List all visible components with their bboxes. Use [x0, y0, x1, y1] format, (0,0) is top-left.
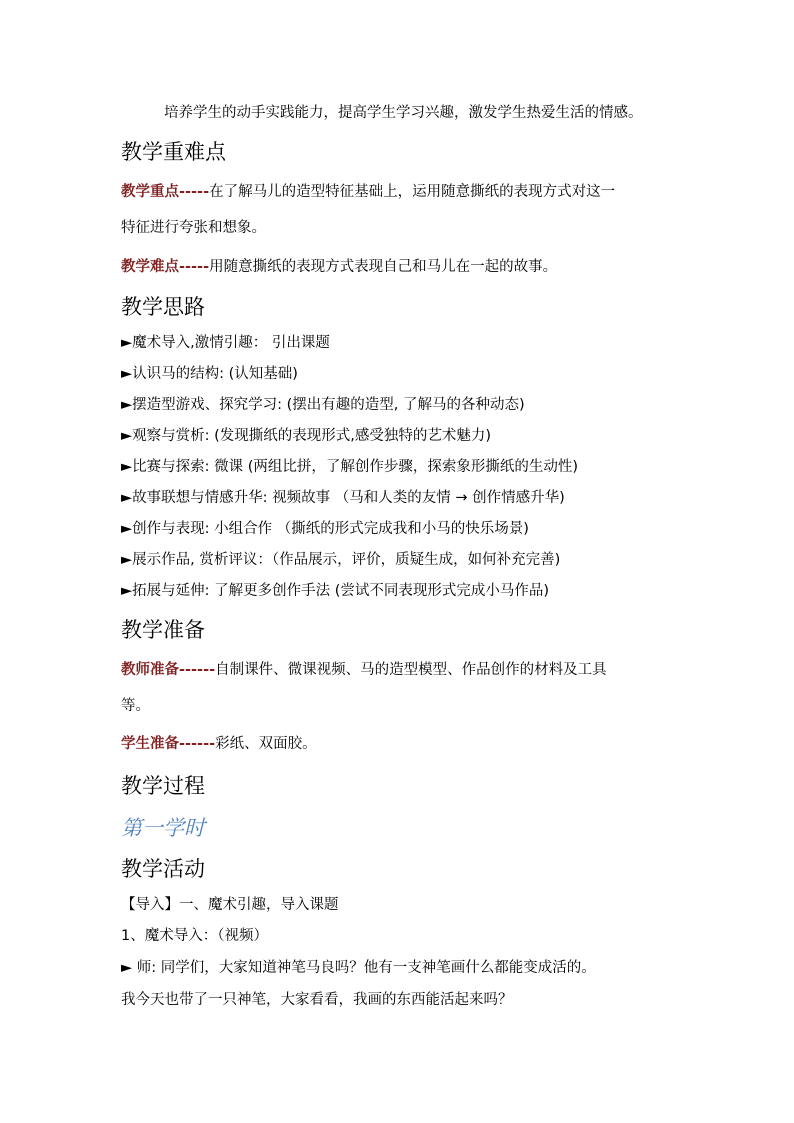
intro-line: 【导入】一、魔术引趣，导入课题: [121, 897, 339, 913]
teacher-prep-text: 自制课件、微课视频、马的造型模型、作品创作的材料及工具: [215, 662, 607, 678]
teacher-line-2: 我今天也带了一只神笔，大家看看，我画的东西能活起来吗？: [121, 992, 513, 1008]
student-prep-text: 彩纸、双面胶。: [215, 736, 317, 752]
heading-activity: 教学活动: [121, 857, 205, 881]
heading-approach: 教学思路: [121, 295, 205, 319]
difficulty-text: 用随意撕纸的表现方式表现自己和马儿在一起的故事。: [209, 259, 558, 275]
focus-line-1: [121, 180, 615, 201]
focus-line-2: 特征进行夸张和想象。: [121, 220, 266, 236]
difficulty-line: [121, 255, 557, 276]
heading-preparation: 教学准备: [121, 618, 205, 642]
approach-item: ►观察与赏析: (发现撕纸的表现形式,感受独特的艺术魅力): [121, 428, 492, 444]
teacher-prep-label: 教师准备------: [121, 662, 216, 678]
teacher-prep-line-1: [121, 658, 607, 679]
approach-item: ►魔术导入,激情引趣： 引出课题: [121, 335, 330, 351]
approach-item: ►摆造型游戏、探究学习: (摆出有趣的造型, 了解马的各种动态): [121, 397, 525, 413]
approach-item: ►故事联想与情感升华: 视频故事 （马和人类的友情 → 创作情感升华): [121, 490, 565, 506]
heading-key-points: 教学重难点: [121, 140, 226, 164]
magic-line: 1、魔术导入：（视频）: [121, 928, 268, 944]
approach-item: ►比赛与探索: 微课 (两组比拼，了解创作步骤，探索象形撕纸的生动性): [121, 459, 579, 475]
heading-process: 教学过程: [121, 774, 205, 798]
heading-lesson: 第一学时: [121, 816, 205, 840]
approach-item: ►认识马的结构: (认知基础): [121, 366, 298, 382]
focus-text: 在了解马儿的造型特征基础上，运用随意撕纸的表现方式对这一: [209, 184, 616, 200]
student-prep-line: [121, 732, 317, 753]
intro-paragraph: 培养学生的动手实践能力，提高学生学习兴趣，激发学生热爱生活的情感。: [164, 105, 643, 121]
approach-item: ►拓展与延伸: 了解更多创作手法 (尝试不同表现形式完成小马作品): [121, 583, 550, 599]
teacher-line-1: ► 师: 同学们，大家知道神笔马良吗？他有一支神笔画什么都能变成活的。: [121, 960, 596, 976]
approach-item: ►展示作品, 赏析评议：（作品展示，评价，质疑生成，如何补充完善): [121, 552, 561, 568]
difficulty-label: 教学难点-----: [121, 259, 210, 275]
student-prep-label: 学生准备------: [121, 736, 216, 752]
approach-item: ►创作与表现: 小组合作 （撕纸的形式完成我和小马的快乐场景): [121, 521, 529, 537]
teacher-prep-line-2: 等。: [121, 698, 150, 714]
focus-label: 教学重点-----: [121, 184, 210, 200]
